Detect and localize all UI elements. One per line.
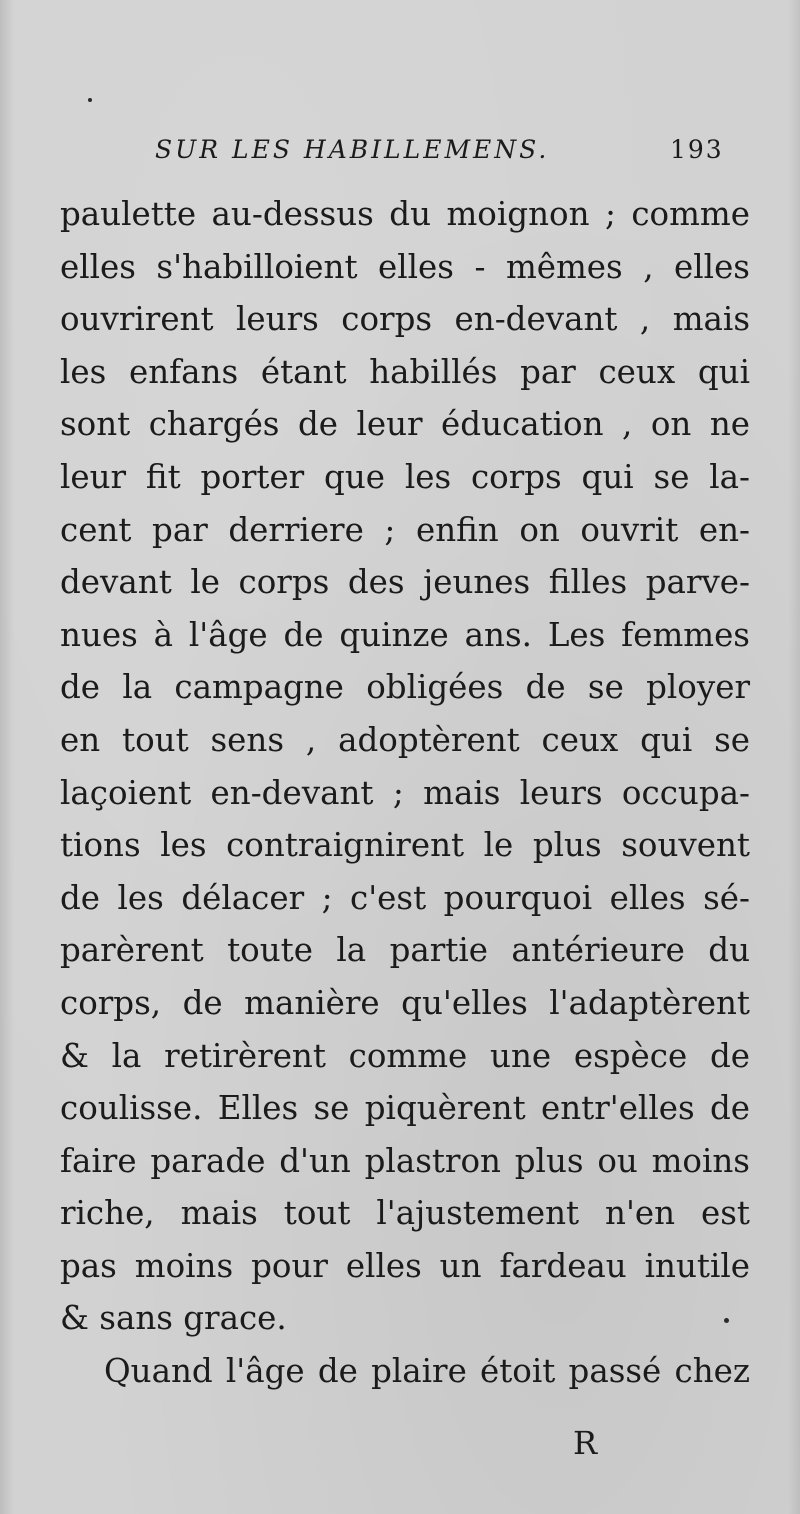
text-line: de les délacer ; c'est pourquoi elles sé- <box>60 878 750 917</box>
text-line: cent par derriere ; enfin on ouvrit en- <box>60 510 750 549</box>
text-line: tions les contraignirent le plus souvent <box>60 826 750 865</box>
text-line: & la retirèrent comme une espèce de <box>60 1036 750 1075</box>
running-title: SUR LES HABILLEMENS. <box>155 135 550 164</box>
text-line: coulisse. Elles se piquèrent entr'elles de <box>60 1089 750 1128</box>
signature-mark: R <box>573 1424 598 1462</box>
text-line: faire parade d'un plastron plus ou moins <box>60 1141 750 1180</box>
text-line: paulette au-dessus du moignon ; comme <box>60 195 750 233</box>
page-shadow-left <box>0 0 14 1514</box>
ink-speck <box>88 98 92 102</box>
text-line: ouvrirent leurs corps en-devant , mais <box>60 300 750 339</box>
running-header <box>155 130 775 170</box>
text-line: elles s'habilloient elles - mêmes , elles <box>60 247 750 286</box>
page-shadow-right <box>788 0 800 1514</box>
text-line: corps, de manière qu'elles l'adaptèrent <box>60 983 750 1022</box>
text-line: devant le corps des jeunes filles parve- <box>60 563 750 602</box>
body-text <box>60 188 750 1398</box>
paragraph-last-line: & sans grace. <box>60 1299 287 1338</box>
text-line: laçoient en-devant ; mais leurs occupa- <box>60 773 750 812</box>
text-line: les enfans étant habillés par ceux qui <box>60 352 750 391</box>
text-line: de la campagne obligées de se ployer <box>60 668 750 707</box>
text-line: parèrent toute la partie antérieure du <box>60 931 750 970</box>
paragraph-first-line: Quand l'âge de plaire étoit passé chez <box>104 1352 750 1391</box>
text-line: riche, mais tout l'ajustement n'en est <box>60 1194 750 1233</box>
text-line: leur fit porter que les corps qui se la- <box>60 457 750 496</box>
text-line: pas moins pour elles un fardeau inutile <box>60 1246 750 1285</box>
text-line: nues à l'âge de quinze ans. Les femmes <box>60 615 750 654</box>
text-line: en tout sens , adoptèrent ceux qui se <box>60 720 750 759</box>
page-number: 193 <box>670 135 724 164</box>
text-line: sont chargés de leur éducation , on ne <box>60 405 750 444</box>
